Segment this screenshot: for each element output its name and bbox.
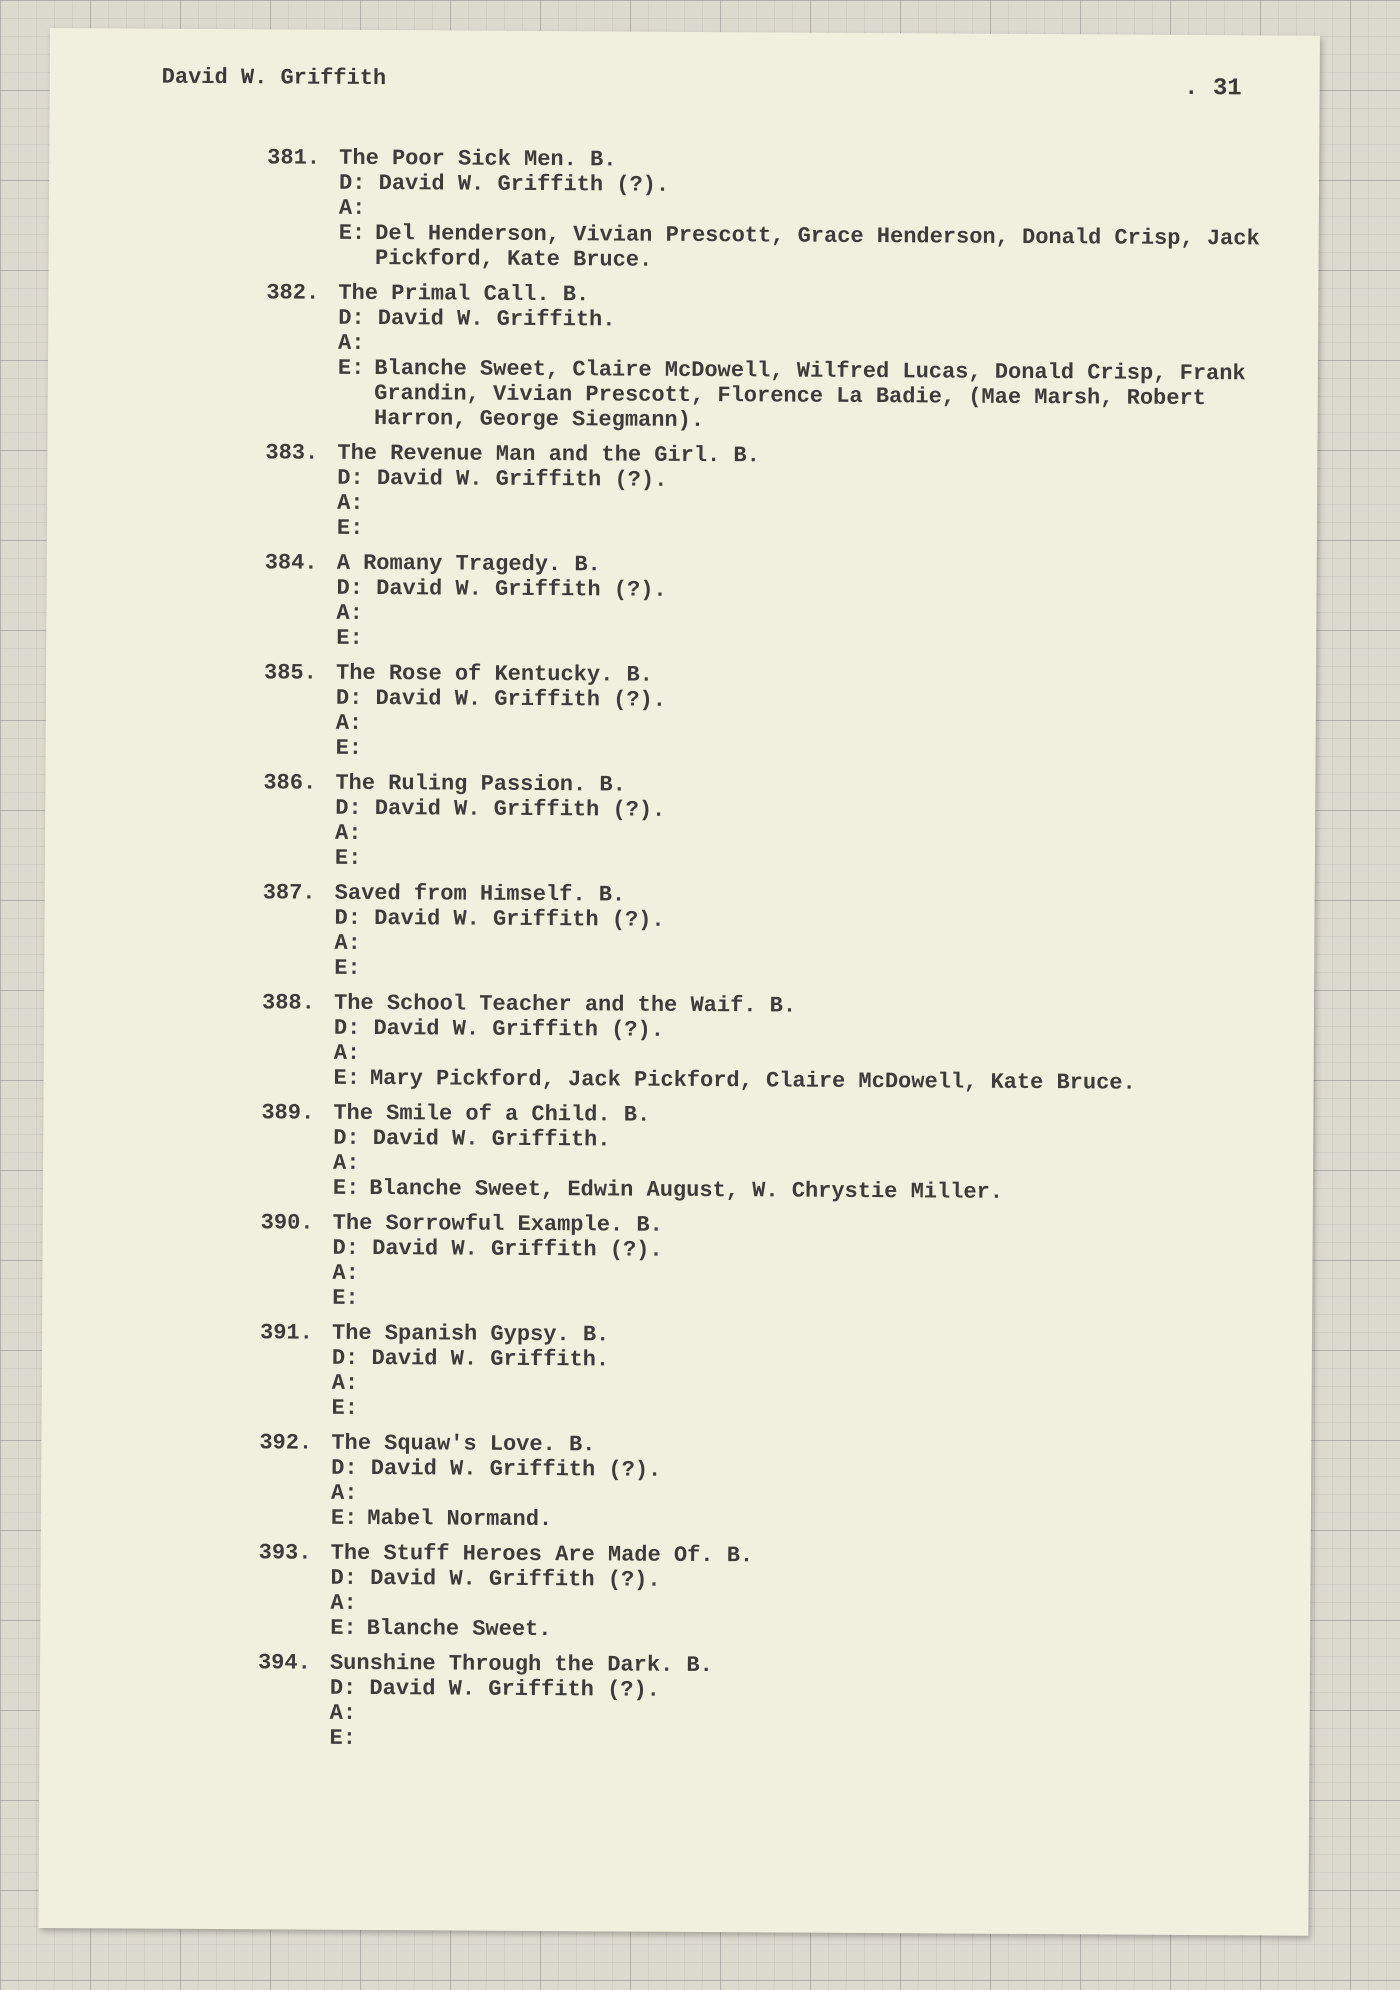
director-line: D: David W. Griffith (?). [330,1565,661,1593]
film-title: The Spanish Gypsy. B. [331,1320,610,1348]
author-line: A: [338,195,366,221]
cast-label: E: [332,1285,359,1311]
filmography-list [257,145,1277,1766]
typewritten-page [38,28,1320,1936]
film-title: The Sorrowful Example. B. [332,1210,663,1238]
page-header-author: David W. Griffith [161,64,387,92]
cast-label: E: [336,625,363,651]
film-title: A Romany Tragedy. B. [336,550,601,578]
director-line: D: David W. Griffith. [333,1125,611,1153]
director-line: D: David W. Griffith. [331,1345,610,1373]
film-title: The Poor Sick Men. B. [339,145,617,173]
film-title: Sunshine Through the Dark. B. [329,1650,713,1679]
author-line: A: [331,1370,359,1396]
cast-list [356,1726,366,1751]
author-line: A: [335,710,363,736]
director-line: D: David W. Griffith (?). [334,905,665,933]
author-line: A: [332,1150,360,1176]
director-line: D: David W. Griffith (?). [332,1235,663,1263]
cast-list: Mabel Normand. [367,1505,553,1533]
film-entry [262,990,1273,1096]
author-line: A: [330,1480,358,1506]
author-line: A: [330,1590,357,1616]
entry-number: 388. [261,990,315,1016]
film-title: The School Teacher and the Waif. B. [333,990,797,1019]
cast-list: Blanche Sweet, Edwin August, W. Chrystie Miller. [369,1175,1004,1205]
author-line: A: [335,820,362,846]
cast-list [359,1286,369,1311]
entry-number: 394. [257,1650,311,1676]
film-entry [257,1650,1268,1756]
entry-number: 391. [259,1320,313,1346]
entry-number: 381. [267,145,321,171]
author-line: A: [332,1260,359,1286]
entry-number: 385. [263,660,317,686]
director-line: D: David W. Griffith (?). [335,685,667,713]
director-line: D: David W. Griffith. [338,305,616,333]
cast-list: Blanche Sweet. [366,1615,552,1643]
film-entry [259,1320,1270,1426]
director-line: D: David W. Griffith (?). [338,170,670,198]
entry-number: 393. [258,1540,312,1566]
cast-list: Del Henderson, Vivian Prescott, Grace Henderson, Donald Crisp, Jack Pickford, Kate Bruce. [374,220,1260,273]
film-title: Saved from Himself. B. [334,880,626,908]
entry-number: 387. [262,880,316,906]
page-number: . 31 [1183,74,1242,103]
film-entry [264,660,1275,766]
director-line: D: David W. Griffith (?). [336,575,667,603]
film-entry [267,145,1278,276]
film-entry [262,880,1273,986]
entry-number: 386. [263,770,317,796]
cast-list [361,846,371,871]
cast-label: E: [338,220,366,246]
film-title: The Ruling Passion. B. [335,770,626,798]
director-line: D: David W. Griffith (?). [333,1015,665,1043]
entry-number: 392. [259,1430,313,1456]
cast-list [363,516,373,541]
director-line: D: David W. Griffith (?). [329,1675,660,1703]
film-title: The Rose of Kentucky. B. [335,660,653,688]
film-title: The Squaw's Love. B. [331,1430,596,1458]
cast-label: E: [330,1615,357,1641]
cast-label: E: [335,735,363,761]
entry-number: 390. [260,1210,314,1236]
film-entry [266,280,1277,436]
cast-label: E: [331,1395,359,1421]
director-line: D: David W. Griffith (?). [335,795,666,823]
cast-label: E: [334,955,361,981]
author-line: A: [334,930,361,956]
cast-label: E: [332,1175,360,1201]
film-entry [265,440,1276,546]
author-line: A: [337,490,364,516]
film-entry [263,770,1274,876]
author-line: A: [333,1040,361,1066]
entry-number: 384. [264,550,318,576]
entry-number: 389. [261,1100,315,1126]
film-title: The Stuff Heroes Are Made Of. B. [330,1540,754,1569]
cast-label: E: [333,1065,361,1091]
cast-list [361,956,371,981]
cast-label: E: [329,1725,357,1751]
director-line: D: David W. Griffith (?). [337,465,668,493]
film-entry [259,1430,1270,1536]
author-line: A: [336,600,363,626]
cast-list [358,1396,368,1421]
entry-number: 383. [265,440,319,466]
film-entry [261,1100,1272,1206]
entry-number: 382. [266,280,320,306]
author-line: A: [338,330,365,356]
cast-list [363,626,373,651]
cast-label: E: [337,355,365,381]
film-entry [260,1210,1271,1316]
director-line: D: David W. Griffith (?). [331,1455,662,1483]
film-entry [258,1540,1269,1646]
cast-list [362,736,372,761]
cast-label: E: [330,1505,358,1531]
cast-list: Mary Pickford, Jack Pickford, Claire McDowell, Kate Bruce. [369,1065,1136,1096]
film-title: The Smile of a Child. B. [333,1100,651,1128]
film-title: The Revenue Man and the Girl. B. [337,440,760,469]
film-title: The Primal Call. B. [338,280,590,308]
cast-label: E: [336,515,364,541]
film-entry [264,550,1275,656]
cast-label: E: [334,845,362,871]
author-line: A: [329,1700,357,1726]
cast-list: Blanche Sweet, Claire McDowell, Wilfred Lucas, Donald Crisp, Frank Grandin, Vivian Prescott, Florence La Badie, (Mae Marsh, Robert Harron, George Siegmann). [373,355,1246,434]
